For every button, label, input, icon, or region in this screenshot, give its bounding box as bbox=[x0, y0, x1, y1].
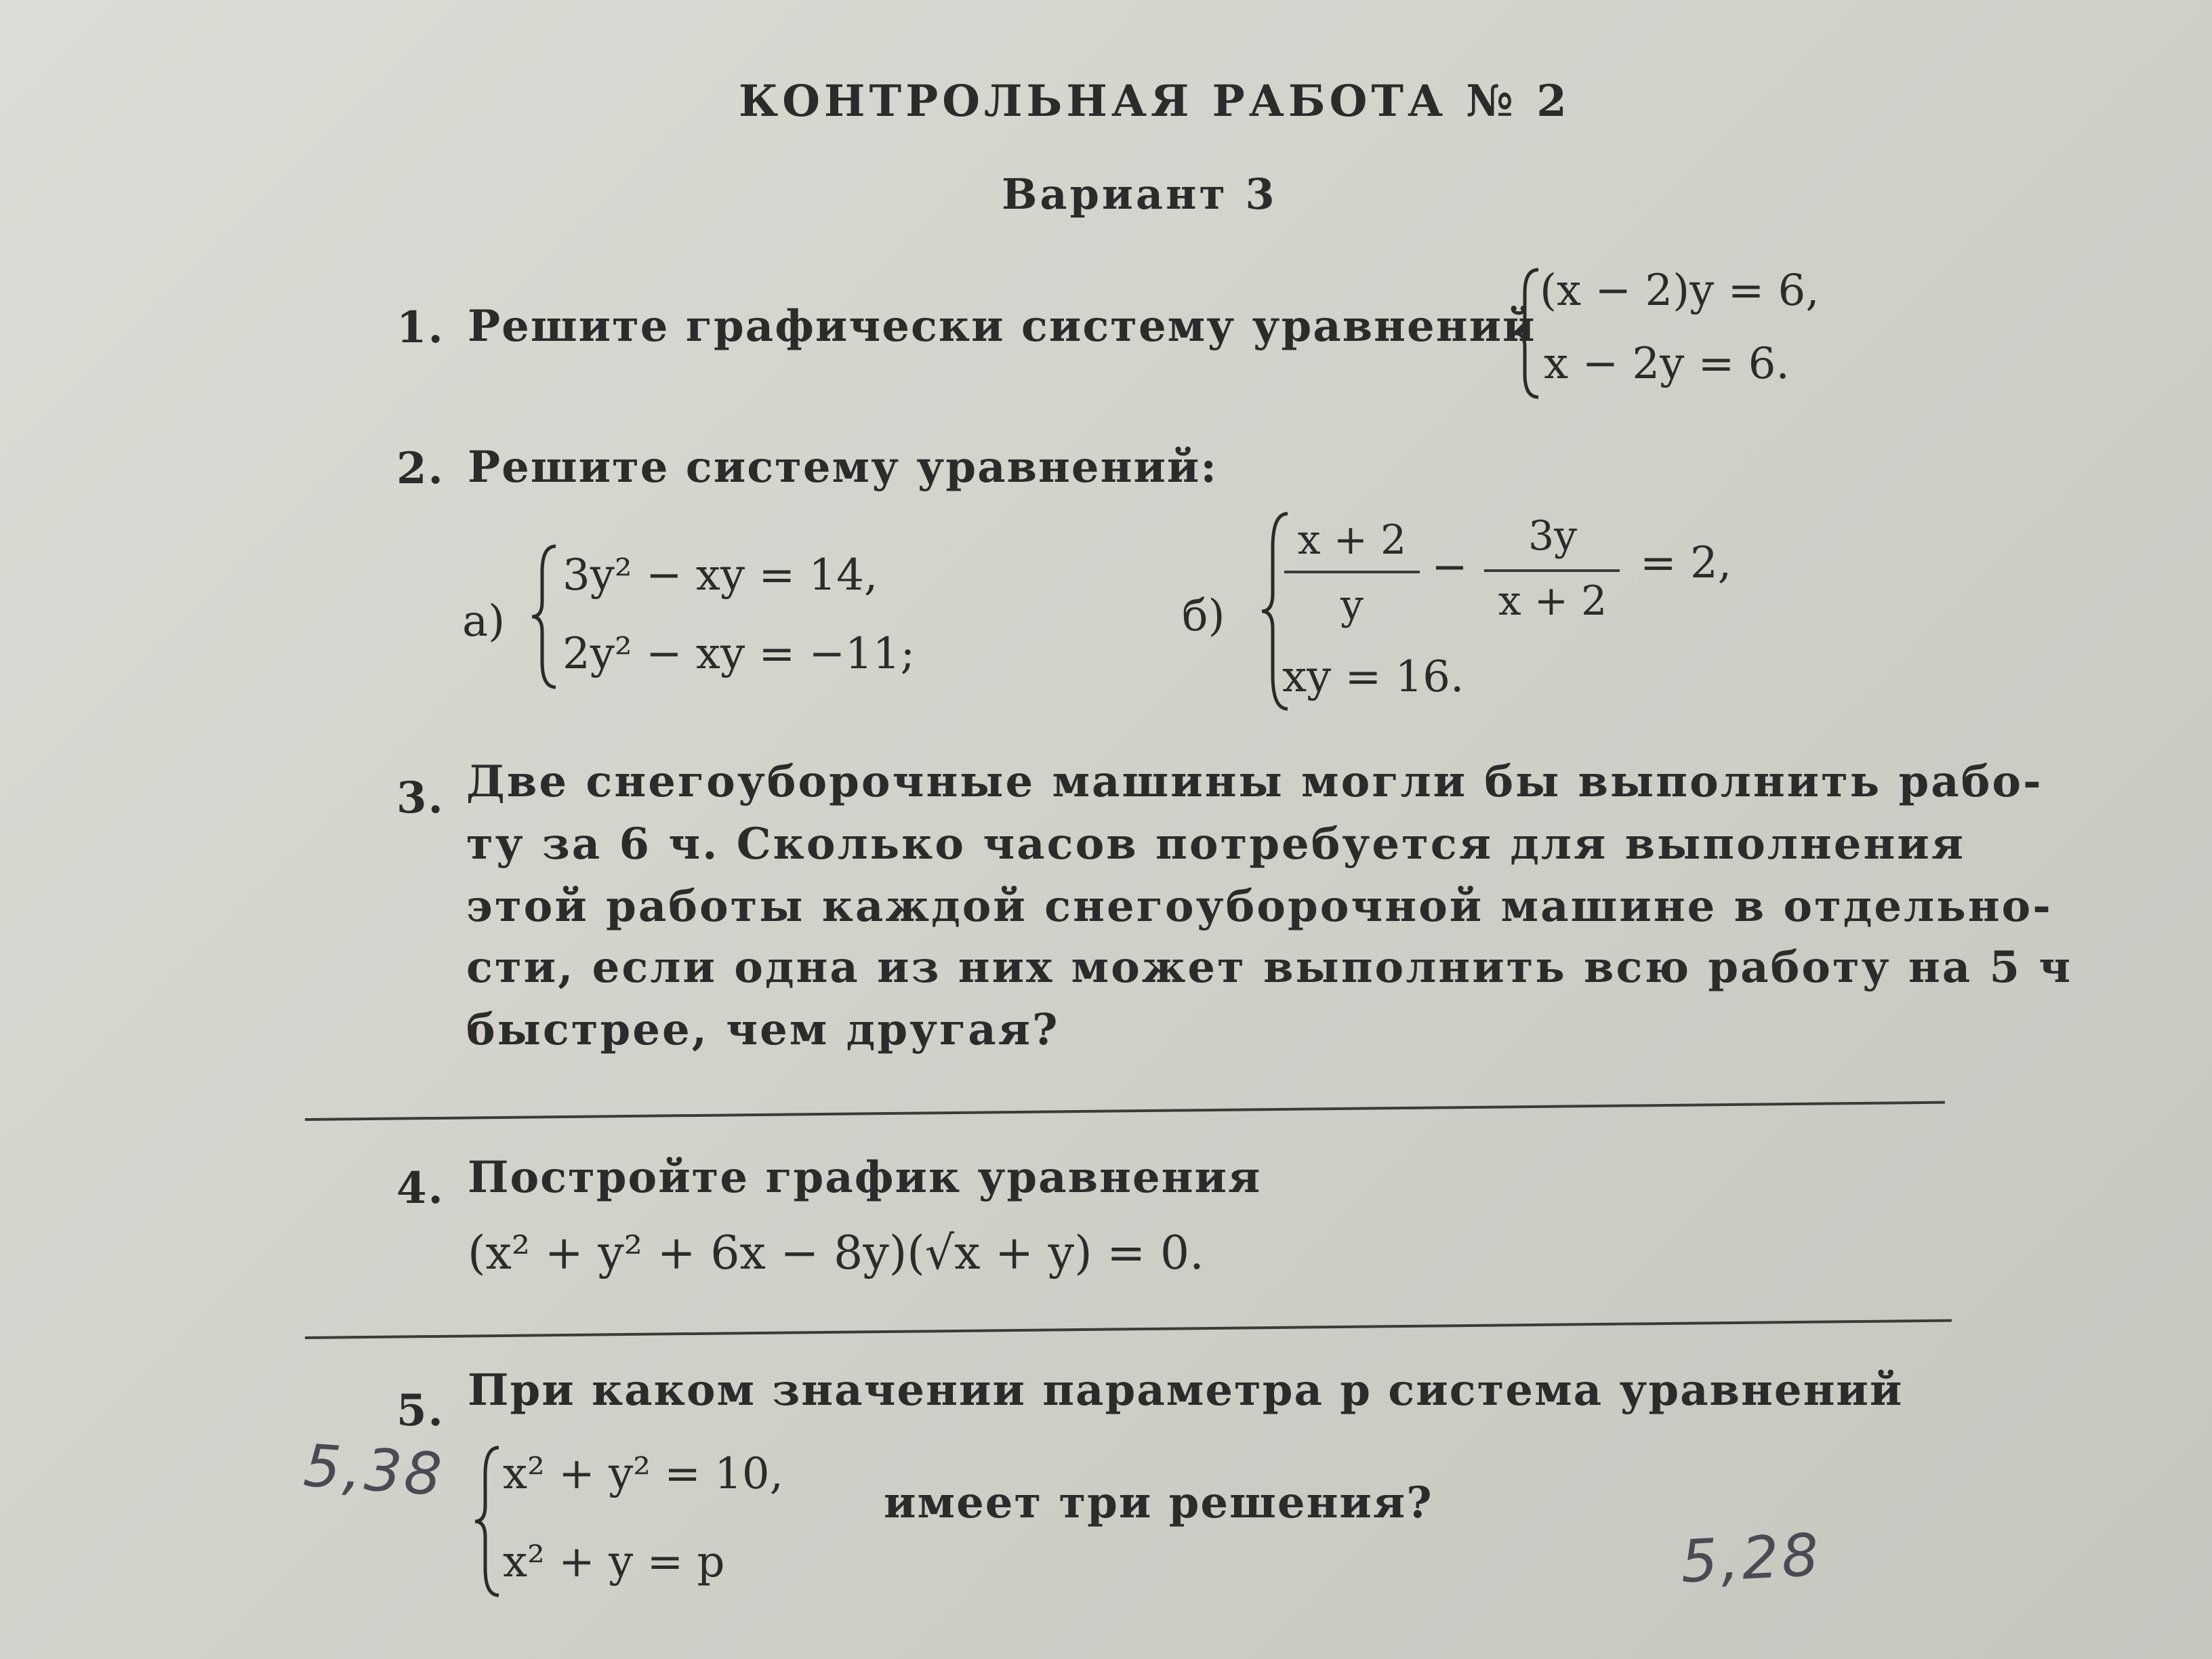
task3-line-2: ту за 6 ч. Сколько часов потребуется для выполнения bbox=[466, 819, 1966, 869]
task2b-fraction1-denominator: y bbox=[1340, 581, 1364, 629]
task2b-fraction2-bar bbox=[1484, 569, 1620, 572]
handwritten-note-left: 5,38 bbox=[301, 1431, 447, 1510]
task3-line-5: быстрее, чем другая? bbox=[466, 1004, 1060, 1055]
task5-equation-1: x² + y² = 10, bbox=[503, 1449, 783, 1499]
task4-text: Постройте график уравнения bbox=[468, 1152, 1262, 1203]
task1-equation-1: (x − 2)y = 6, bbox=[1540, 266, 1820, 316]
task3-line-1: Две снегоуборочные машины могли бы выполнить рабо- bbox=[466, 756, 2043, 807]
task1-equation-2: x − 2y = 6. bbox=[1544, 339, 1790, 389]
task2b-label: б) bbox=[1182, 591, 1225, 641]
task1-number: 1. bbox=[396, 302, 445, 353]
task2b-fraction1-numerator: x + 2 bbox=[1297, 516, 1407, 564]
task5-system-brace bbox=[472, 1443, 506, 1599]
task4-number: 4. bbox=[396, 1163, 445, 1214]
page-title: КОНТРОЛЬНАЯ РАБОТА № 2 bbox=[739, 76, 1571, 127]
task2-text: Решите систему уравнений: bbox=[468, 442, 1218, 493]
task3-number: 3. bbox=[396, 773, 445, 823]
task5-text: При каком значении параметра p система уравнений bbox=[468, 1365, 1904, 1416]
divider-line-1 bbox=[305, 1101, 1945, 1121]
task2a-equation-1: 3y² − xy = 14, bbox=[562, 550, 878, 600]
task3-line-4: сти, если одна из них может выполнить всю работу на 5 ч bbox=[466, 942, 2073, 993]
task2b-right-hand-side: = 2, bbox=[1640, 538, 1732, 588]
task4-equation: (x² + y² + 6x − 8y)(√x + y) = 0. bbox=[468, 1227, 1204, 1280]
task2b-fraction2-numerator: 3y bbox=[1528, 512, 1578, 560]
task2b-minus: − bbox=[1431, 542, 1468, 592]
task2a-equation-2: 2y² − xy = −11; bbox=[562, 629, 916, 679]
task2a-system-brace bbox=[529, 542, 562, 691]
divider-line-2 bbox=[305, 1319, 1952, 1339]
task1-text: Решите графически систему уравнений bbox=[468, 301, 1536, 352]
task2b-fraction2-denominator: x + 2 bbox=[1498, 577, 1607, 625]
task5-number: 5. bbox=[396, 1385, 445, 1436]
task5-equation-2: x² + y = p bbox=[503, 1537, 725, 1587]
task2a-label: а) bbox=[462, 596, 506, 647]
task5-tail-text: имеет три решения? bbox=[884, 1477, 1433, 1528]
task3-line-3: этой работы каждой снегоуборочной машине в отдельно- bbox=[466, 881, 2053, 932]
task2b-fraction1-bar bbox=[1284, 571, 1420, 573]
task2b-equation-2: xy = 16. bbox=[1282, 652, 1465, 702]
handwritten-note-right: 5,28 bbox=[1679, 1521, 1823, 1597]
variant-heading: Вариант 3 bbox=[1002, 169, 1277, 219]
task2-number: 2. bbox=[396, 443, 445, 494]
